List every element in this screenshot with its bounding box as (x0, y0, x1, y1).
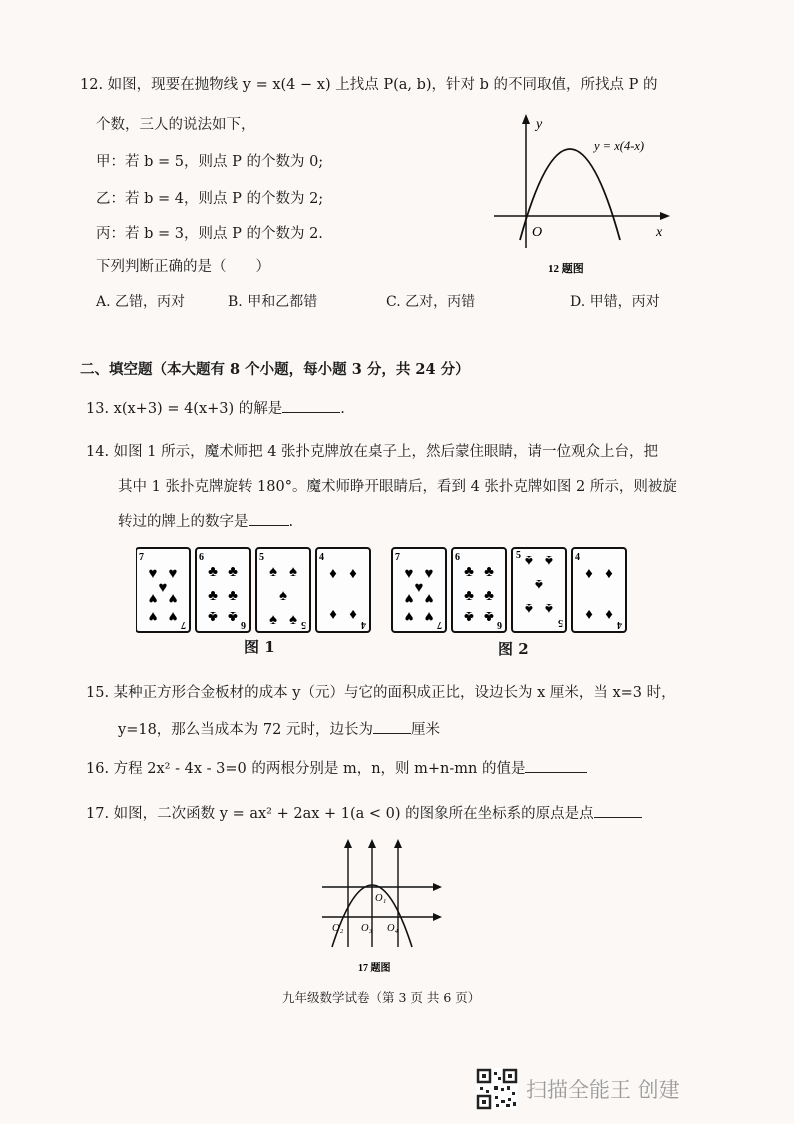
q14-cards-figure (136, 544, 636, 659)
q17-text: 17. 如图，二次函数 y = ax² + 2ax + 1(a < 0) 的图象所在坐标系的原点是点 (86, 806, 594, 822)
q13 (86, 398, 345, 418)
q14-line3 (118, 511, 293, 531)
q16 (86, 758, 587, 778)
q12-x-label: x (656, 225, 663, 240)
svg-text:♦: ♦ (349, 566, 357, 582)
fig2-card-7 (392, 548, 446, 632)
svg-text:♦: ♦ (605, 566, 613, 582)
q12-option-a: A. 乙错，丙对 (96, 294, 186, 310)
svg-text:4: 4 (361, 619, 366, 630)
svg-text:♥: ♥ (148, 608, 158, 624)
fig2-card-4 (572, 548, 626, 632)
q12-line1: 12. 如图，现要在抛物线 y = x(4 − x) 上找点 P(a, b)，针对 b 的不同取值，所找点 P 的 (80, 77, 658, 93)
svg-text:♠: ♠ (279, 588, 287, 604)
svg-text:4: 4 (617, 619, 622, 630)
svg-text:♦: ♦ (605, 606, 613, 622)
svg-text:♥: ♥ (404, 608, 414, 624)
svg-text:♥: ♥ (168, 566, 178, 582)
q17-arrow-icon (394, 839, 402, 848)
q12-statement-bing: 丙：若 b = 3，则点 P 的个数为 2. (96, 226, 323, 242)
svg-text:♥: ♥ (404, 566, 414, 582)
page-footer: 九年级数学试卷（第 3 页 共 6 页） (282, 990, 481, 1005)
svg-text:♣: ♣ (208, 588, 218, 604)
svg-text:♦: ♦ (349, 606, 357, 622)
q15-line2-text: y=18，那么当成本为 72 元时，边长为 (118, 722, 373, 738)
svg-text:♠: ♠ (269, 612, 277, 628)
q12-option-c: C. 乙对，丙错 (386, 294, 476, 310)
fig1-cards (136, 548, 370, 632)
q17-arrow-icon (433, 913, 442, 921)
svg-text:5: 5 (301, 619, 306, 630)
svg-text:♦: ♦ (329, 606, 337, 622)
svg-text:♦: ♦ (329, 566, 337, 582)
q12-y-label: y (536, 117, 543, 132)
svg-text:♣: ♣ (484, 588, 494, 604)
svg-text:6: 6 (455, 552, 460, 563)
q15-line1: 15. 某种正方形合金板材的成本 y（元）与它的面积成正比，设边长为 x 厘米，当 x=3 时， (86, 685, 676, 701)
svg-text:4: 4 (319, 552, 324, 563)
svg-text:♣: ♣ (464, 564, 474, 580)
q17-arrow-icon (433, 883, 442, 891)
svg-text:7: 7 (181, 619, 186, 630)
q17-graph (312, 835, 452, 975)
q14-line2: 其中 1 张扑克牌旋转 180°。魔术师睁开眼睛后，看到 4 张扑克牌如图 2 所示，则被旋 (118, 479, 677, 495)
q17-arrow-icon (344, 839, 352, 848)
svg-text:6: 6 (497, 619, 502, 630)
q15-answer-blank (373, 719, 411, 734)
q16-answer-blank (525, 758, 587, 773)
q17-label-o1: O₁ (375, 893, 387, 904)
fig1-card-4 (316, 548, 370, 632)
q17-label-o2: O₂ (332, 923, 344, 934)
q17-caption: 17 题图 (358, 963, 391, 974)
svg-text:5: 5 (516, 550, 521, 561)
svg-text:♠: ♠ (545, 552, 553, 568)
q13-answer-blank (282, 398, 340, 413)
fig2-card-6 (452, 548, 506, 632)
q12-option-b: B. 甲和乙都错 (228, 294, 318, 310)
svg-text:7: 7 (139, 552, 144, 563)
svg-text:♠: ♠ (535, 576, 543, 592)
svg-text:6: 6 (199, 552, 204, 563)
svg-text:5: 5 (259, 552, 264, 563)
svg-text:♠: ♠ (525, 552, 533, 568)
q12-y-arrow-icon (522, 114, 530, 124)
svg-text:♥: ♥ (148, 590, 158, 606)
svg-text:♣: ♣ (464, 588, 474, 604)
q16-text: 16. 方程 2x² - 4x - 3=0 的两根分别是 m，n，则 m+n-mn 的值是 (86, 761, 526, 777)
svg-text:♣: ♣ (208, 564, 218, 580)
fig2-cards (392, 548, 626, 632)
svg-text:♥: ♥ (148, 566, 158, 582)
svg-text:♥: ♥ (424, 566, 434, 582)
svg-text:♣: ♣ (484, 608, 494, 624)
q12-statement-yi: 乙：若 b = 4，则点 P 的个数为 2; (96, 191, 324, 207)
svg-text:♥: ♥ (168, 608, 178, 624)
q12-caption: 12 题图 (548, 263, 584, 275)
q14-answer-blank (249, 511, 289, 526)
q17-arrow-icon (368, 839, 376, 848)
svg-text:♦: ♦ (585, 566, 593, 582)
fig1-card-7 (136, 548, 190, 632)
svg-text:♥: ♥ (424, 590, 434, 606)
fig2-label: 图 2 (498, 640, 529, 658)
svg-text:♣: ♣ (228, 564, 238, 580)
q12-statement-jia: 甲：若 b = 5，则点 P 的个数为 0; (96, 154, 324, 170)
q12-prompt: 下列判断正确的是（ ） (96, 259, 270, 275)
svg-text:♥: ♥ (414, 580, 424, 596)
svg-text:♠: ♠ (545, 600, 553, 616)
svg-text:♥: ♥ (158, 580, 168, 596)
svg-text:♥: ♥ (424, 608, 434, 624)
svg-text:♦: ♦ (585, 606, 593, 622)
svg-text:♣: ♣ (484, 564, 494, 580)
q14-end: . (288, 514, 294, 530)
fig1-label: 图 1 (244, 638, 275, 656)
svg-text:♣: ♣ (228, 608, 238, 624)
q17-label-o4: O₄ (387, 923, 399, 934)
q14-line1: 14. 如图 1 所示，魔术师把 4 张扑克牌放在桌子上，然后蒙住眼睛，请一位观众上台，把 (86, 444, 659, 460)
svg-text:♠: ♠ (289, 612, 297, 628)
svg-text:♣: ♣ (228, 588, 238, 604)
svg-text:♠: ♠ (289, 564, 297, 580)
svg-text:5: 5 (558, 617, 563, 628)
qr-code-icon (476, 1068, 518, 1110)
svg-text:♥: ♥ (168, 590, 178, 606)
q12-option-d: D. 甲错，丙对 (570, 294, 660, 310)
svg-text:♣: ♣ (464, 608, 474, 624)
q15-line2 (118, 719, 440, 739)
q12-graph (490, 112, 680, 282)
svg-text:4: 4 (575, 552, 580, 563)
svg-text:7: 7 (437, 619, 442, 630)
q13-end: . (340, 401, 345, 417)
q12-line2: 个数，三人的说法如下， (96, 117, 256, 133)
section2-heading: 二、填空题（本大题有 8 个小题，每小题 3 分，共 24 分） (80, 361, 470, 378)
svg-text:♥: ♥ (404, 590, 414, 606)
q12-origin-label: O (532, 225, 543, 240)
q12-curve-label: y = x(4-x) (594, 139, 645, 153)
q17-label-o3: O₃ (361, 923, 373, 934)
svg-text:♣: ♣ (208, 608, 218, 624)
svg-text:6: 6 (241, 619, 246, 630)
scanner-watermark: 扫描全能王 创建 (526, 1078, 680, 1102)
q13-text: 13. x(x+3) = 4(x+3) 的解是 (86, 401, 283, 417)
svg-text:7: 7 (395, 552, 400, 563)
q15-unit: 厘米 (410, 722, 440, 738)
svg-text:♠: ♠ (525, 600, 533, 616)
fig1-card-6 (196, 548, 250, 632)
q12-x-arrow-icon (660, 212, 670, 220)
q17 (86, 803, 642, 823)
fig2-card-5 (512, 548, 566, 632)
q14-line3-text: 转过的牌上的数字是 (118, 514, 249, 530)
q17-answer-blank (594, 803, 642, 818)
fig1-card-5 (256, 548, 310, 632)
svg-text:♠: ♠ (269, 564, 277, 580)
